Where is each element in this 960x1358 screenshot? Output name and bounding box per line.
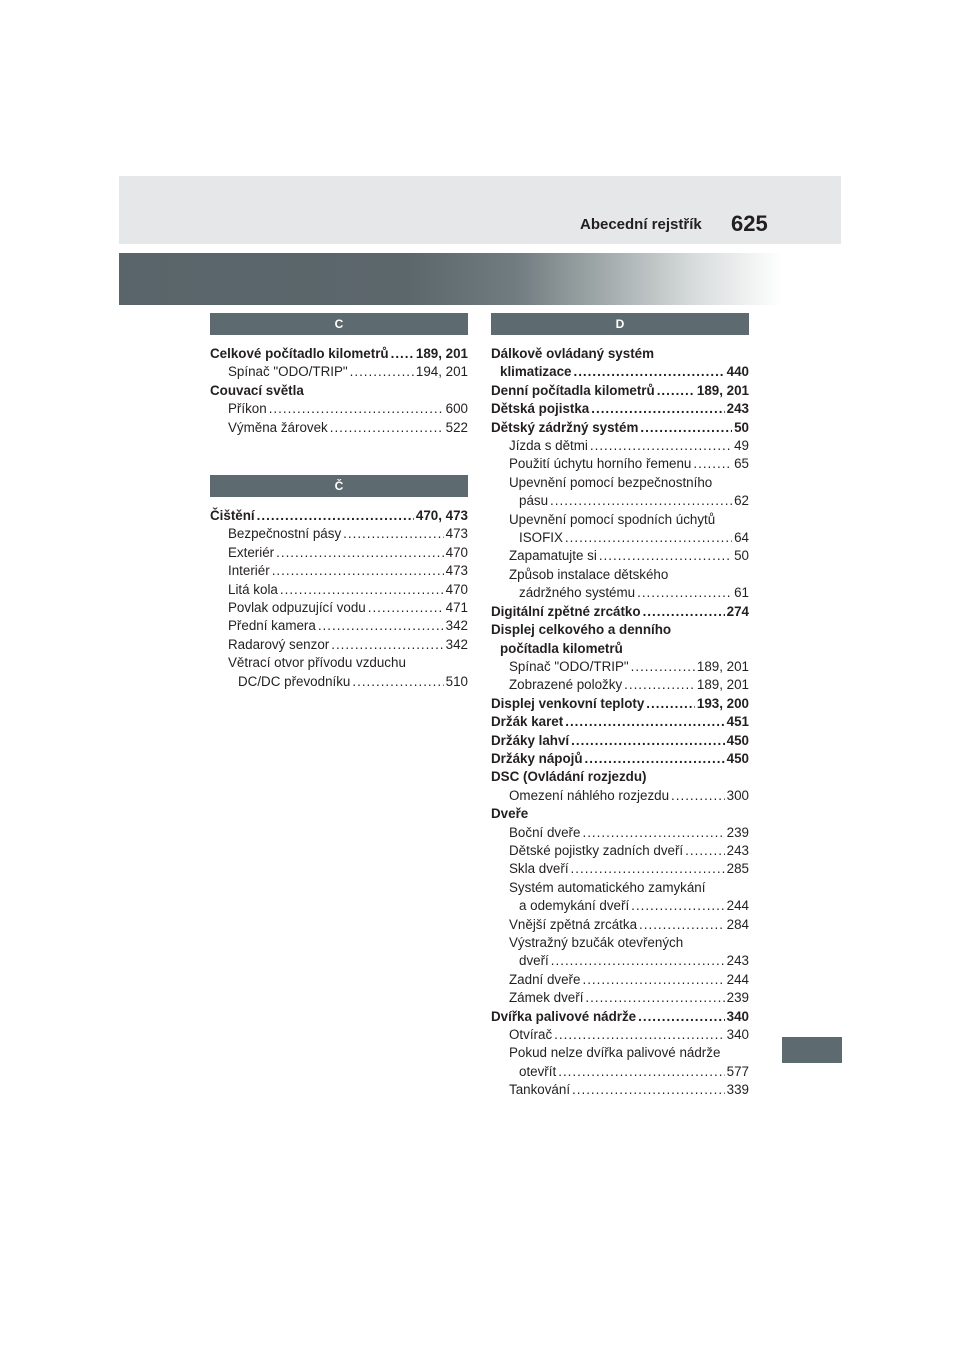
index-entry[interactable] <box>491 345 749 363</box>
index-column-left <box>210 313 468 691</box>
index-entry-term: Čištění <box>210 508 255 524</box>
index-entry[interactable] <box>491 547 749 565</box>
leader-dots <box>554 1026 725 1044</box>
index-entry[interactable] <box>210 673 468 691</box>
page-number: 625 <box>731 211 768 236</box>
index-entry-term: Tankování <box>509 1082 571 1098</box>
leader-dots <box>624 676 695 694</box>
index-entry-term: Držáky nápojů <box>491 750 583 766</box>
index-entry-page[interactable]: 239 <box>726 824 749 840</box>
index-entry-term: Dálkově ovládaný systém <box>491 346 655 361</box>
index-entry-page[interactable]: 600 <box>445 401 468 417</box>
index-entry-term: Výměna žárovek <box>228 419 328 435</box>
index-entry-page[interactable]: 340 <box>726 1008 749 1024</box>
index-entry-page[interactable]: 61 <box>734 585 749 601</box>
index-entry[interactable] <box>491 511 749 529</box>
index-entry-page[interactable]: 189, 201 <box>696 382 749 398</box>
index-entry-page[interactable]: 243 <box>726 842 749 858</box>
leader-dots <box>272 562 444 580</box>
index-entry[interactable] <box>491 1044 749 1062</box>
index-entry-page[interactable]: 243 <box>726 953 749 969</box>
leader-dots <box>571 732 725 750</box>
leader-dots <box>572 1081 725 1099</box>
leader-dots <box>257 507 414 525</box>
leader-dots <box>693 455 732 473</box>
index-entry-page[interactable]: 49 <box>734 438 749 454</box>
index-entry-term: ISOFIX <box>519 530 563 546</box>
index-entry-page[interactable]: 274 <box>726 603 749 619</box>
index-entry[interactable] <box>491 713 749 731</box>
index-entry-term: Spínač "ODO/TRIP" <box>509 658 629 674</box>
index-entry-term: Dětská pojistka <box>491 401 590 417</box>
leader-dots <box>585 750 725 768</box>
leader-dots <box>640 419 732 437</box>
index-entry[interactable] <box>491 603 749 621</box>
leader-dots <box>631 658 695 676</box>
index-entry-page[interactable]: 470, 473 <box>415 508 468 524</box>
index-entry[interactable] <box>491 474 749 492</box>
leader-dots <box>330 419 444 437</box>
index-entry[interactable] <box>491 971 749 989</box>
index-entry-list <box>210 345 468 437</box>
index-entry-term: Dětský zádržný systém <box>491 419 639 435</box>
index-entry-page[interactable]: 473 <box>445 563 468 579</box>
index-entry[interactable] <box>210 562 468 580</box>
index-entry-term: Denní počítadla kilometrů <box>491 382 655 398</box>
gradient-band <box>119 253 841 305</box>
index-entry[interactable] <box>210 419 468 437</box>
index-entry[interactable] <box>210 345 468 363</box>
index-entry[interactable] <box>491 676 749 694</box>
index-entry-term: zádržného systému <box>519 585 636 601</box>
leader-dots <box>582 971 724 989</box>
index-entry[interactable] <box>491 879 749 897</box>
index-entry-page[interactable]: 189, 201 <box>696 677 749 693</box>
index-entry-list <box>210 507 468 691</box>
index-entry[interactable] <box>491 750 749 768</box>
index-entry-term: Dětské pojistky zadních dveří <box>509 842 684 858</box>
index-entry[interactable] <box>491 805 749 823</box>
index-entry[interactable] <box>210 400 468 418</box>
index-entry-term: Pokud nelze dvířka palivové nádrže <box>509 1045 721 1061</box>
index-entry[interactable] <box>491 695 749 713</box>
index-entry-term: Litá kola <box>228 581 278 597</box>
index-entry-term: Digitální zpětné zrcátko <box>491 603 641 619</box>
index-entry-page[interactable]: 450 <box>726 732 749 748</box>
index-entry-term: Upevnění pomocí bezpečnostního <box>509 474 713 490</box>
leader-dots <box>550 492 732 510</box>
index-entry-page[interactable]: 50 <box>734 419 749 435</box>
index-entry-page[interactable]: 285 <box>726 861 749 877</box>
index-entry-term: Povlak odpuzující vodu <box>228 600 366 616</box>
index-entry-term: klimatizace <box>500 364 572 380</box>
index-entry[interactable] <box>210 507 468 525</box>
index-entry-page[interactable]: 244 <box>726 898 749 914</box>
index-entry[interactable] <box>491 1063 749 1081</box>
index-entry-term: pásu <box>519 493 549 509</box>
leader-dots <box>343 525 444 543</box>
index-entry[interactable] <box>491 382 749 400</box>
leader-dots <box>565 713 724 731</box>
leader-dots <box>646 695 695 713</box>
leader-dots <box>350 363 414 381</box>
index-entry-page[interactable]: 450 <box>726 750 749 766</box>
index-entry-page[interactable]: 62 <box>734 493 749 509</box>
leader-dots <box>573 363 724 381</box>
index-entry-term: DC/DC převodníku <box>238 673 351 689</box>
leader-dots <box>638 1008 725 1026</box>
index-entry[interactable] <box>491 492 749 510</box>
index-entry-term: Displej celkového a denního <box>491 622 672 638</box>
leader-dots <box>637 584 732 602</box>
index-entry-page[interactable]: 339 <box>726 1082 749 1098</box>
index-column-right <box>491 313 749 1100</box>
index-entry-term: Způsob instalace dětského <box>509 566 669 582</box>
index-entry-term: Bezpečnostní pásy <box>228 526 342 542</box>
index-entry[interactable] <box>210 617 468 635</box>
index-entry-term: Skla dveří <box>509 861 569 877</box>
leader-dots <box>558 1063 724 1081</box>
index-entry-page[interactable]: 451 <box>726 714 749 730</box>
index-entry-term: Příkon <box>228 401 267 417</box>
index-entry[interactable] <box>210 581 468 599</box>
leader-dots <box>643 603 725 621</box>
index-entry-page[interactable]: 342 <box>445 636 468 652</box>
index-entry-term: Interiér <box>228 563 270 579</box>
letter-heading: D <box>491 313 749 335</box>
index-entry[interactable] <box>210 382 468 400</box>
index-entry[interactable] <box>210 544 468 562</box>
index-entry[interactable] <box>491 1026 749 1044</box>
index-entry-term: Systém automatického zamykání <box>509 879 706 895</box>
leader-dots <box>276 544 444 562</box>
index-entry-page[interactable]: 193, 200 <box>696 695 749 711</box>
index-entry[interactable] <box>491 437 749 455</box>
index-entry-term: Displej venkovní teploty <box>491 695 645 711</box>
index-entry[interactable] <box>491 621 749 639</box>
index-entry-term: Celkové počítadlo kilometrů <box>210 346 389 361</box>
index-entry-page[interactable]: 194, 201 <box>415 364 468 380</box>
index-entry[interactable] <box>491 952 749 970</box>
index-entry[interactable] <box>210 654 468 672</box>
leader-dots <box>565 529 732 547</box>
index-entry[interactable] <box>491 566 749 584</box>
index-entry-term: Dveře <box>491 806 529 822</box>
leader-dots <box>685 842 724 860</box>
index-entry-term: dveří <box>519 953 549 969</box>
leader-dots <box>657 382 695 400</box>
letter-heading: Č <box>210 475 468 497</box>
index-entry-term: otevřít <box>519 1063 557 1079</box>
index-entry-page[interactable]: 189, 201 <box>696 658 749 674</box>
index-entry-page[interactable]: 470 <box>445 581 468 597</box>
index-entry-term: Spínač "ODO/TRIP" <box>228 364 348 380</box>
leader-dots <box>591 400 724 418</box>
index-entry-term: Držák karet <box>491 714 564 730</box>
leader-dots <box>639 916 725 934</box>
index-entry-term: Zapamatujte si <box>509 548 597 564</box>
leader-dots <box>318 617 444 635</box>
index-entry-term: Boční dveře <box>509 824 581 840</box>
index-entry-page[interactable]: 243 <box>726 401 749 417</box>
index-entry[interactable] <box>491 934 749 952</box>
index-entry-page[interactable]: 300 <box>726 787 749 803</box>
leader-dots <box>269 400 444 418</box>
index-entry[interactable] <box>210 599 468 617</box>
index-entry-page[interactable]: 239 <box>726 990 749 1006</box>
index-entry-term: Zámek dveří <box>509 990 584 1006</box>
leader-dots <box>590 437 732 455</box>
section-title: Abecední rejstřík <box>580 216 702 233</box>
index-entry-term: Otvírač <box>509 1027 553 1043</box>
index-entry-term: Radarový senzor <box>228 636 330 652</box>
index-entry[interactable] <box>491 363 749 381</box>
index-entry[interactable] <box>491 897 749 915</box>
index-entry[interactable] <box>210 636 468 654</box>
leader-dots <box>671 787 725 805</box>
index-entry[interactable] <box>491 768 749 786</box>
index-entry-page[interactable]: 64 <box>734 530 749 546</box>
leader-dots <box>368 599 444 617</box>
index-entry[interactable] <box>210 525 468 543</box>
leader-dots <box>585 989 724 1007</box>
index-entry-term: Výstražný bzučák otevřených <box>509 935 684 950</box>
index-entry[interactable] <box>491 824 749 842</box>
index-entry-page[interactable]: 284 <box>726 916 749 932</box>
index-entry-page[interactable]: 577 <box>726 1063 749 1079</box>
index-entry-page[interactable]: 473 <box>445 526 468 542</box>
index-entry[interactable] <box>491 787 749 805</box>
leader-dots <box>280 581 444 599</box>
leader-dots <box>582 824 724 842</box>
index-entry[interactable] <box>491 658 749 676</box>
index-entry-page[interactable]: 65 <box>734 456 749 472</box>
index-entry-term: Upevnění pomocí spodních úchytů <box>509 511 716 527</box>
index-entry-term: Přední kamera <box>228 618 316 634</box>
index-entry-term: a odemykání dveří <box>519 898 630 914</box>
index-entry-term: Zobrazené položky <box>509 677 623 693</box>
index-entry-term: Použití úchytu horního řemenu <box>509 456 692 472</box>
index-entry-page[interactable]: 440 <box>726 364 749 380</box>
leader-dots <box>331 636 443 654</box>
index-entry-page[interactable]: 471 <box>445 600 468 616</box>
index-entry-page[interactable]: 50 <box>734 548 749 564</box>
index-entry-list <box>491 345 749 1100</box>
index-entry-term: Vnější zpětná zrcátka <box>509 916 638 932</box>
index-entry-term: Couvací světla <box>210 382 304 398</box>
leader-dots <box>571 860 725 878</box>
index-entry[interactable] <box>491 419 749 437</box>
index-entry[interactable] <box>491 989 749 1007</box>
index-entry-page[interactable]: 189, 201 <box>415 346 468 361</box>
index-entry[interactable] <box>491 584 749 602</box>
index-entry-page[interactable]: 522 <box>445 419 468 435</box>
index-entry-term: Omezení náhlého rozjezdu <box>509 787 670 803</box>
leader-dots <box>631 897 724 915</box>
index-entry-term: Dvířka palivové nádrže <box>491 1008 637 1024</box>
index-entry[interactable] <box>491 860 749 878</box>
index-entry-page[interactable]: 510 <box>445 673 468 689</box>
index-entry-term: počítadla kilometrů <box>500 640 623 656</box>
index-entry-page[interactable]: 340 <box>726 1027 749 1043</box>
leader-dots <box>551 952 725 970</box>
index-entry[interactable] <box>491 1081 749 1099</box>
index-entry[interactable] <box>491 529 749 547</box>
index-entry-term: DSC (Ovládání rozjezdu) <box>491 769 647 785</box>
letter-heading: C <box>210 313 468 335</box>
side-index-tab[interactable] <box>782 1037 842 1063</box>
index-entry-page[interactable]: 244 <box>726 971 749 987</box>
index-entry[interactable] <box>491 732 749 750</box>
index-entry[interactable] <box>491 640 749 658</box>
index-entry-page[interactable]: 342 <box>445 618 468 634</box>
index-entry[interactable] <box>491 1008 749 1026</box>
leader-dots <box>391 345 414 363</box>
index-entry-term: Držáky lahví <box>491 732 570 748</box>
leader-dots <box>352 673 443 691</box>
index-entry[interactable] <box>491 916 749 934</box>
index-entry[interactable] <box>491 400 749 418</box>
index-entry-page[interactable]: 470 <box>445 544 468 560</box>
index-entry-term: Zadní dveře <box>509 971 581 987</box>
index-entry[interactable] <box>210 363 468 381</box>
index-entry[interactable] <box>491 455 749 473</box>
index-entry-term: Jízda s dětmi <box>509 438 588 454</box>
index-entry-term: Exteriér <box>228 544 275 560</box>
leader-dots <box>599 547 732 565</box>
index-entry-term: Větrací otvor přívodu vzduchu <box>228 655 406 671</box>
index-entry[interactable] <box>491 842 749 860</box>
